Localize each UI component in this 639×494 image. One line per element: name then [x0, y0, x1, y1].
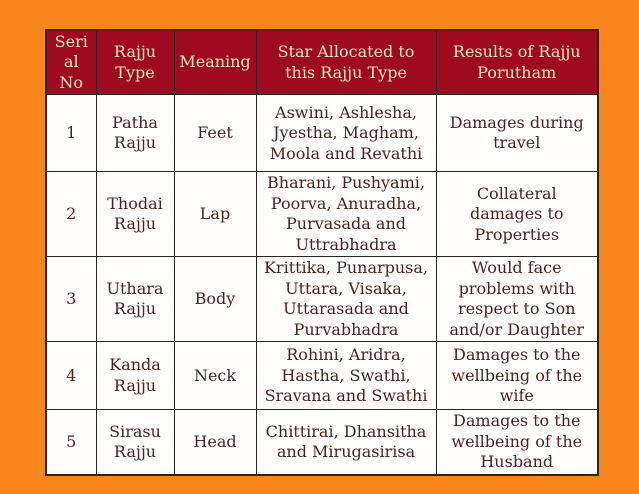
- header-results: Results of Rajju Porutham: [436, 30, 598, 95]
- header-row: [46, 30, 598, 95]
- cell-stars: Bharani, Pushyami, Poorva, Anuradha, Purvasada and Uttrabhadra: [256, 172, 436, 257]
- cell-meaning: Lap: [174, 172, 256, 257]
- cell-meaning: Feet: [174, 95, 256, 172]
- header-rajju-type: Rajju Type: [96, 30, 174, 95]
- header-serial-no: Serial No: [46, 30, 96, 95]
- table-row: [46, 342, 598, 410]
- cell-rajju-type: Sirasu Rajju: [96, 410, 174, 475]
- cell-rajju-type: Patha Rajju: [96, 95, 174, 172]
- cell-meaning: Head: [174, 410, 256, 475]
- cell-stars: Rohini, Aridra, Hastha, Swathi, Sravana and Swathi: [256, 342, 436, 410]
- cell-rajju-type: Kanda Rajju: [96, 342, 174, 410]
- cell-result: Would face problems with respect to Son and/or Daughter: [436, 257, 598, 342]
- header-meaning: Meaning: [174, 30, 256, 95]
- rajju-porutham-table: [45, 29, 599, 476]
- table-row: [46, 172, 598, 257]
- cell-result: Damages to the wellbeing of the wife: [436, 342, 598, 410]
- cell-stars: Chittirai, Dhansitha and Mirugasirisa: [256, 410, 436, 475]
- cell-rajju-type: Thodai Rajju: [96, 172, 174, 257]
- table-row: [46, 95, 598, 172]
- cell-result: Damages to the wellbeing of the Husband: [436, 410, 598, 475]
- header-star-allocated: Star Allocated to this Rajju Type: [256, 30, 436, 95]
- cell-rajju-type: Uthara Rajju: [96, 257, 174, 342]
- cell-serial: 4: [46, 342, 96, 410]
- cell-serial: 1: [46, 95, 96, 172]
- cell-serial: 3: [46, 257, 96, 342]
- table-row: [46, 410, 598, 475]
- cell-serial: 2: [46, 172, 96, 257]
- cell-meaning: Body: [174, 257, 256, 342]
- cell-stars: Aswini, Ashlesha, Jyestha, Magham, Moola and Revathi: [256, 95, 436, 172]
- cell-meaning: Neck: [174, 342, 256, 410]
- cell-result: Damages during travel: [436, 95, 598, 172]
- cell-stars: Krittika, Punarpusa, Uttara, Visaka, Uttarasada and Purvabhadra: [256, 257, 436, 342]
- cell-serial: 5: [46, 410, 96, 475]
- table-row: [46, 257, 598, 342]
- cell-result: Collateral damages to Properties: [436, 172, 598, 257]
